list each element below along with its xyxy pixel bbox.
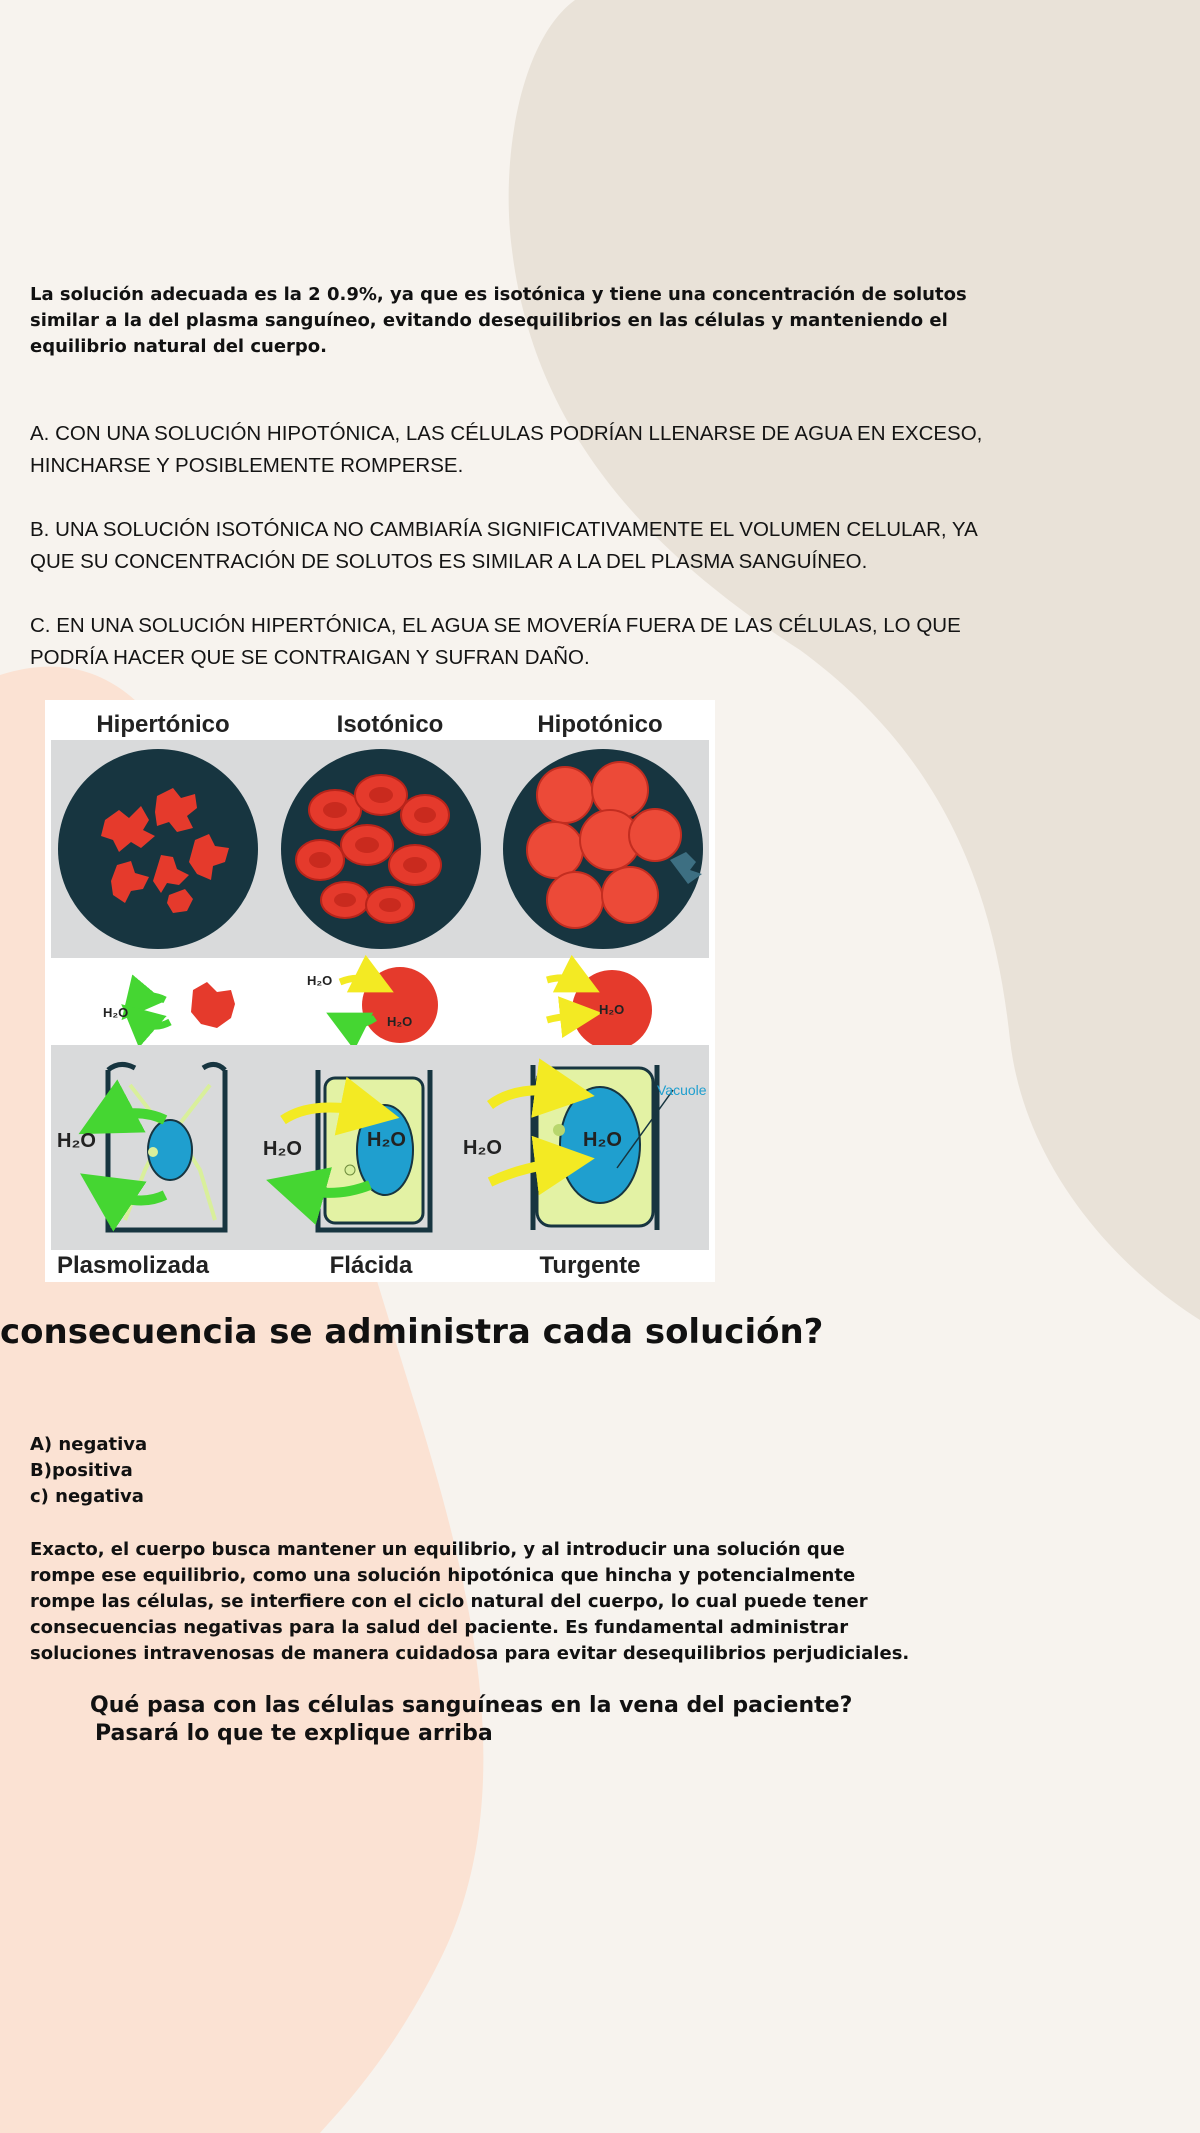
answer-b: B)positiva: [30, 1460, 133, 1481]
label-hypertonic: Hipertónico: [96, 711, 230, 738]
water-label: H₂O: [599, 1002, 625, 1017]
water-label: H₂O: [367, 1129, 406, 1151]
label-flaccid: Flácida: [329, 1252, 413, 1279]
water-label: H₂O: [307, 973, 333, 988]
answer-c: c) negativa: [30, 1486, 144, 1507]
option-b-text: B. UNA SOLUCIÓN ISOTÓNICA NO CAMBIARÍA SIGNIFICATIVAMENTE EL VOLUMEN CELULAR, YA QUE SU CONCENTRACIÓN DE SOLUTOS ES SIMILAR A LA DEL PLASMA SANGUÍNEO.: [30, 518, 977, 573]
osmosis-figure: [45, 700, 715, 1282]
option-c-text: C. EN UNA SOLUCIÓN HIPERTÓNICA, EL AGUA SE MOVERÍA FUERA DE LAS CÉLULAS, LO QUE PODRÍA HACER QUE SE CONTRAIGAN Y SUFRAN DAÑO.: [30, 614, 961, 669]
dish-hypertonic: [58, 749, 258, 949]
intro-paragraph: La solución adecuada es la 2 0.9%, ya que es isotónica y tiene una concentración de solutos similar a la del plasma sanguíneo, evitando desequilibrios en las células y manteniendo el equilibrio natural del cuerpo.: [30, 284, 967, 357]
explanation-paragraph: Exacto, el cuerpo busca mantener un equilibrio, y al introducir una solución que rompe ese equilibrio, como una solución hipotónica que hincha y potencialmente rompe las células, se interfiere con el ciclo natural del cuerpo, lo cual puede tener consecuencias negativas para la salud del paciente. Es fundamental administrar soluciones intravenosas de manera cuidadosa para evitar desequilibrios perjudiciales.: [30, 1539, 910, 1664]
option-a-text: A. CON UNA SOLUCIÓN HIPOTÓNICA, LAS CÉLULAS PODRÍAN LLENARSE DE AGUA EN EXCESO, HINCHARSE Y POSIBLEMENTE ROMPERSE.: [30, 422, 983, 477]
label-turgid: Turgente: [539, 1252, 641, 1279]
water-label: H₂O: [57, 1130, 96, 1152]
label-hypotonic: Hipotónico: [537, 711, 663, 738]
followup-question: Qué pasa con las células sanguíneas en la vena del paciente?: [90, 1693, 853, 1718]
rbc-shrunk: [191, 982, 235, 1028]
water-label: H₂O: [583, 1129, 622, 1151]
question-heading: consecuencia se administra cada solución?: [0, 1312, 824, 1352]
answer-a: A) negativa: [30, 1434, 148, 1455]
dish-isotonic: [281, 749, 481, 949]
answer-list: [30, 1432, 147, 1510]
water-label: H₂O: [263, 1138, 302, 1160]
label-plasmolyzed: Plasmolizada: [56, 1252, 210, 1279]
label-isotonic: Isotónico: [336, 711, 444, 738]
water-label: H₂O: [103, 1005, 129, 1020]
dish-hypotonic: [503, 749, 703, 949]
water-label: H₂O: [463, 1137, 502, 1159]
followup-answer: Pasará lo que te explique arriba: [95, 1721, 493, 1746]
vacuole-label: Vacuole: [657, 1082, 707, 1098]
rbc-row: [103, 967, 652, 1050]
water-label: H₂O: [387, 1014, 413, 1029]
